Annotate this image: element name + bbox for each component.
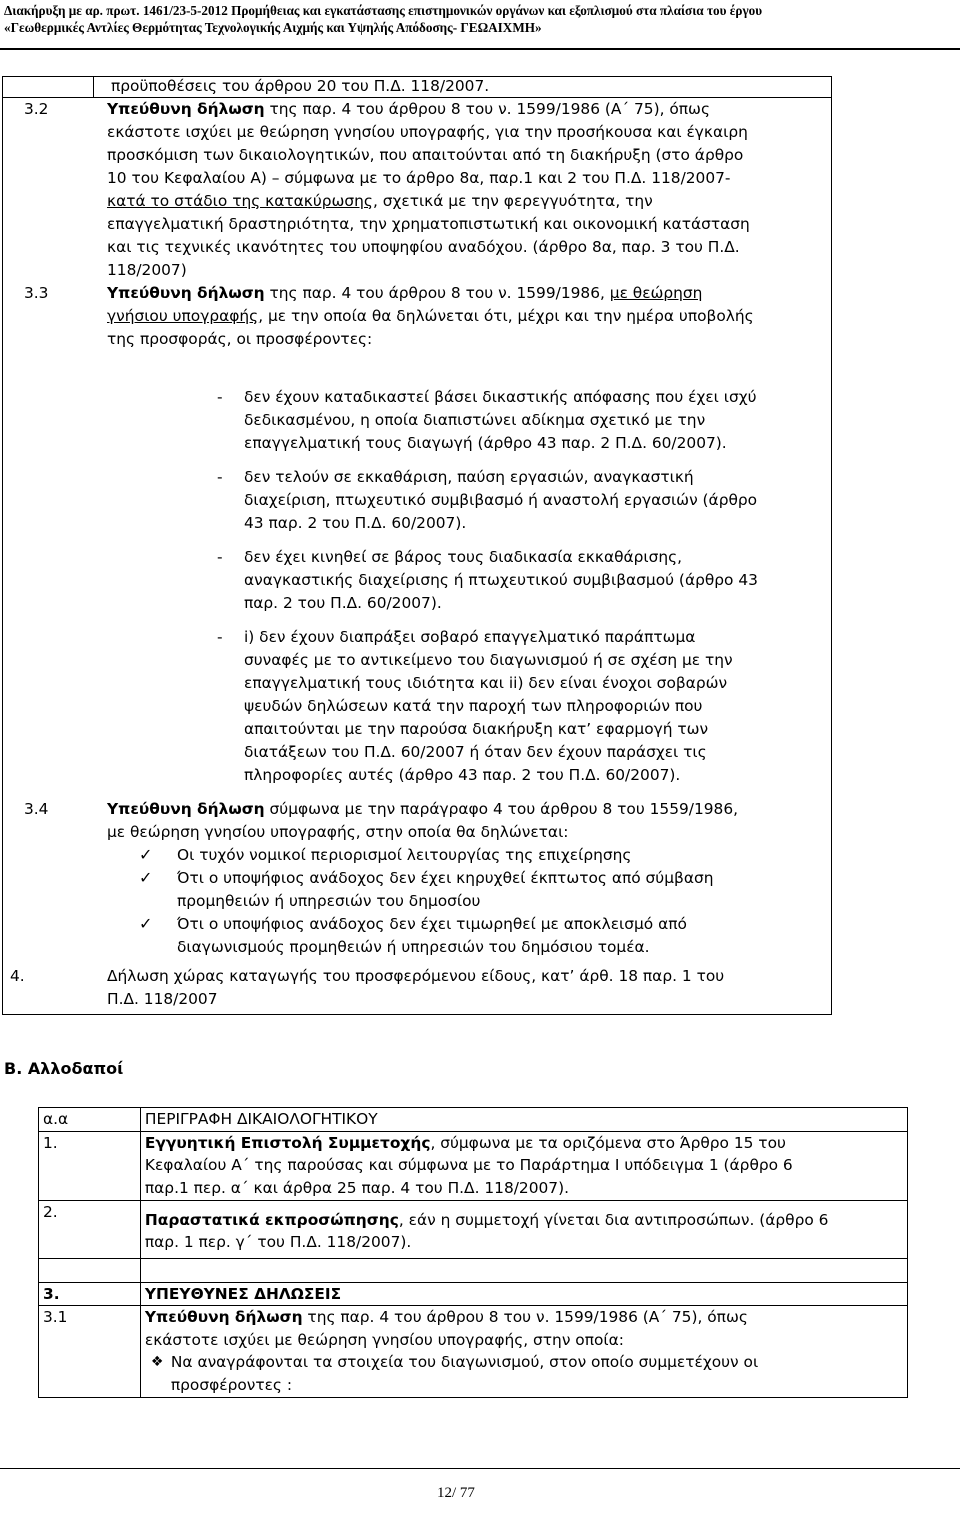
table-cell: α.α [39,1108,141,1132]
item-3-4-line-2: με θεώρηση γνησίου υπογραφής, στην οποία θα δηλώνεται: [107,823,569,841]
text: , με την οποία θα δηλώνεται ότι, μέχρι και την ημέρα υποβολής [258,307,754,325]
table-row [39,1200,908,1258]
checklist-line: Ότι ο υποψήφιος ανάδοχος δεν έχει τιμωρηθεί με αποκλεισμό από [177,915,687,933]
bold-label: Εγγυητική Επιστολή Συμμετοχής [144,1133,431,1152]
underlined-text: κατά το στάδιο της κατακύρωσης [107,192,373,210]
table-cell [140,1131,907,1200]
bold-label: Υπεύθυνη δήλωση [107,800,265,818]
table-cell: 2. [39,1200,141,1258]
bullet-line: απαιτούνται με την παρούσα διακήρυξη κατ’ εφαρμογή των [244,720,709,738]
item-4-line-1: Δήλωση χώρας καταγωγής του προσφερόμενου είδους, κατ’ άρθ. 18 παρ. 1 του [107,967,725,985]
bullet-line: πληροφορίες αυτές (άρθρο 43 παρ. 2 του Π.Δ. 60/2007). [244,766,681,784]
item-3-3-line-2 [107,305,754,328]
document-header [4,2,954,36]
bold-label: Υπεύθυνη δήλωση [144,1308,303,1327]
cell-line [145,1306,907,1329]
table-row [39,1306,908,1398]
text: Να αναγράφονται τα στοιχεία του διαγωνισμού, στον οποίο συμμετέχουν οι [170,1353,759,1372]
table-cell [140,1306,907,1398]
table-cell: ΠΕΡΙΓΡΑΦΗ ΔΙΚΑΙΟΛΟΓΗΤΙΚΟΥ [140,1108,907,1132]
table-cell [140,1200,907,1258]
bullet-line: 43 παρ. 2 του Π.Δ. 60/2007). [244,514,467,532]
cell-line [145,1209,907,1232]
bold-label: ΥΠΕΥΘΥΝΕΣ ΔΗΛΩΣΕΙΣ [144,1284,342,1303]
cell-line: παρ.1 περ. α΄ και άρθρα 25 παρ. 4 του Π.Δ. 118/2007). [144,1178,569,1197]
item-3-2-line-4: 10 του Κεφαλαίου Α) – σύμφωνα με το άρθρο 8α, παρ.1 και 2 του Π.Δ. 118/2007- [107,169,731,187]
table-cell [39,1282,141,1306]
header-line-2: «Γεωθερμικές Αντλίες Θερμότητας Τεχνολογικής Αιχμής και Υψηλής Απόδοσης- ΓΕΩΑΙΧΜΗ» [4,20,542,35]
dash-bullet-icon: - [217,468,223,486]
table-row [39,1258,908,1282]
dash-bullet-icon: - [217,388,223,406]
footer-rule [0,1468,960,1469]
cell-line: προσφέροντες : [170,1375,293,1394]
bold-label: Παραστατικά εκπροσώπησης [144,1210,399,1229]
bold-label: Υπεύθυνη δήλωση [107,100,265,118]
bullet-line: συναφές με το αντικείμενο του διαγωνισμού ή σε σχέση με την [244,651,733,669]
item-number: 3.4 [24,800,49,818]
bullet-line: επαγγελματική τους ιδιότητα και ii) δεν είναι ένοχοι σοβαρών [244,674,728,692]
bullet-line: δεν έχει κινηθεί σε βάρος τους διαδικασία εκκαθάρισης, [244,548,683,566]
table-column-divider [93,77,94,98]
table-row [39,1282,908,1306]
item-3-3-line-3: της προσφοράς, οι προσφέροντες: [107,330,373,348]
requirements-table-b [38,1107,908,1398]
bullet-line: παρ. 2 του Π.Δ. 60/2007). [244,594,442,612]
text: σύμφωνα με την παράγραφο 4 του άρθρου 8 του 1559/1986, [264,800,739,818]
item-4-line-2: Π.Δ. 118/2007 [107,990,218,1008]
item-3-2-line-5 [107,190,653,213]
checkmark-icon: ✓ [139,845,153,864]
cell-line: Κεφαλαίου Α΄ της παρούσας και σύμφωνα με το Παράρτημα Ι υπόδειγμα 1 (άρθρο 6 [144,1156,793,1175]
top-line-text: προϋποθέσεις του άρθρου 20 του Π.Δ. 118/2007. [111,77,490,95]
bullet-line: αναγκαστικής διαχείρισης ή πτωχευτικού συμβιβασμού (άρθρο 43 [244,571,758,589]
bullet-line: δεν τελούν σε εκκαθάριση, παύση εργασιών, αναγκαστική [244,468,694,486]
item-3-2-line-6: επαγγελματική δραστηριότητα, την χρηματοπιστωτική και οικονομική κατάσταση [107,215,750,233]
cell-line [145,1132,907,1155]
bullet-line: δεδικασμένου, η οποία διαπιστώνει αδίκημα σχετικό με την [244,411,706,429]
underlined-text: με θεώρηση [609,284,703,302]
cell-line: παρ. 1 περ. γ΄ του Π.Δ. 118/2007). [144,1233,412,1252]
requirements-table-a [2,76,832,1015]
bullet-line: επαγγελματική τους διαγωγή (άρθρο 43 παρ. 2 Π.Δ. 60/2007). [244,434,727,452]
text: , σχετικά με την φερεγγυότητα, την [372,192,653,210]
bullet-line: διατάξεων του Π.Δ. 60/2007 ή όταν δεν έχουν παράσχει τις [244,743,707,761]
item-number: 4. [10,967,25,985]
checkmark-icon: ✓ [139,914,153,933]
bullet-line: διαχείριση, πτωχευτικό συμβιβασμό ή αναστολή εργασιών (άρθρο [244,491,758,509]
cell-line: εκάστοτε ισχύει με θεώρηση γνησίου υπογραφής, στην οποία: [144,1330,624,1349]
text: , σύμφωνα με τα οριζόμενα στο Άρθρο 15 του [430,1133,786,1152]
bullet-line: δεν έχουν καταδικαστεί βάσει δικαστικής απόφασης που έχει ισχύ [244,388,757,406]
table-cell [140,1258,907,1282]
page-number: 12/ 77 [437,1485,475,1501]
dash-bullet-icon: - [217,628,223,646]
item-3-2-line-2: εκάστοτε ισχύει με θεώρηση γνησίου υπογραφής, για την προσήκουσα και έγκαιρη [107,123,748,141]
table-cell: 3.1 [39,1306,141,1398]
text: της παρ. 4 του άρθρου 8 του ν. 1599/1986 (Α΄ 75), όπως [302,1308,748,1327]
checklist-line: προμηθειών ή υπηρεσιών του δημοσίου [177,892,481,910]
text: , εάν η συμμετοχή γίνεται δια αντιπροσώπων. (άρθρο 6 [398,1210,829,1229]
table-cell [39,1258,141,1282]
diamond-bullet-icon: ❖ [150,1354,164,1371]
bold-label: 3. [43,1284,60,1303]
table-row [39,1131,908,1200]
item-3-3-line-1 [107,282,702,305]
header-rule [0,48,960,50]
section-b-title: Β. Αλλοδαποί [4,1059,124,1078]
header-line-1: Διακήρυξη με αρ. πρωτ. 1461/23-5-2012 Προμήθειας και εγκατάστασης επιστημονικών οργάνων και εξοπλισμού στα πλαίσια του έργου [4,3,763,18]
bullet-line: i) δεν έχουν διαπράξει σοβαρό επαγγελματικό παράπτωμα [244,628,696,646]
checkmark-icon: ✓ [139,868,153,887]
dash-bullet-icon: - [217,548,223,566]
text: της παρ. 4 του άρθρου 8 του ν. 1599/1986 (Α΄ 75), όπως [264,100,710,118]
item-3-2-line-1 [107,98,710,121]
bullet-line: ψευδών δηλώσεων κατά την παροχή των πληροφοριών που [244,697,703,715]
bold-label: Υπεύθυνη δήλωση [107,284,265,302]
cell-line [145,1351,907,1374]
item-3-4-line-1 [107,798,738,821]
item-3-2-line-8: 118/2007) [107,261,187,279]
table-cell [140,1282,907,1306]
checklist-line: Οι τυχόν νομικοί περιορισμοί λειτουργίας της επιχείρησης [177,846,632,864]
underlined-text: γνήσιου υπογραφής [107,307,259,325]
text: της παρ. 4 του άρθρου 8 του ν. 1599/1986, [264,284,610,302]
table-row [39,1108,908,1132]
item-number: 3.3 [24,284,49,302]
item-3-2-line-3: προσκόμιση των δικαιολογητικών, που απαιτούνται από τη διακήρυξη (στο άρθρο [107,146,744,164]
item-number: 3.2 [24,100,49,118]
checklist-line: διαγωνισμούς προμηθειών ή υπηρεσιών του δημόσιου τομέα. [177,938,650,956]
item-3-2-line-7: και τις τεχνικές ικανότητες του υποψηφίου αναδόχου. (άρθρο 8α, παρ. 3 του Π.Δ. [107,238,740,256]
checklist-line: Ότι ο υποψήφιος ανάδοχος δεν έχει κηρυχθεί έκπτωτος από σύμβαση [177,869,714,887]
table-cell: 1. [39,1131,141,1200]
